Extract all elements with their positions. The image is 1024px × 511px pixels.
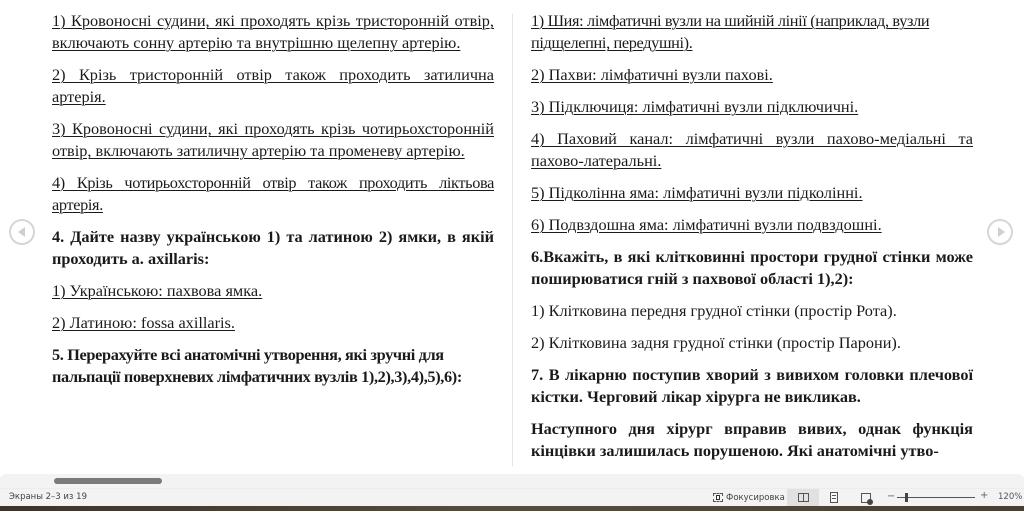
chevron-right-icon — [998, 227, 1005, 237]
answer-paragraph: 2) Крізь тристоронній отвір також проходить затилична артерія. — [52, 65, 494, 106]
answer-paragraph: 3) Кровоносні судини, які проходять крізь чотирьохсторонній отвір, включають затиличну артерію та променеву артерію. — [52, 119, 494, 160]
left-page-column — [52, 10, 494, 398]
print-layout-button[interactable] — [818, 489, 850, 506]
page-divider — [512, 14, 513, 466]
question-heading: 5. Перерахуйте всі анатомічні утворення, які зручні для пальпації поверхневих лімфатичних вузлів 1),2),3),4),5),6): — [52, 345, 462, 386]
answer-paragraph: 2) Латиною: fossa axillaris. — [52, 313, 235, 332]
print-layout-icon — [830, 492, 838, 503]
next-screen-button[interactable] — [987, 219, 1013, 245]
focus-icon — [713, 493, 723, 502]
status-bar — [0, 488, 1024, 506]
question-heading: 6.Вкажіть, в які клітковинні простори грудної стінки може поширюватися гній з пахвової області 1),2): — [531, 247, 973, 288]
chevron-left-icon — [18, 227, 25, 237]
taskbar-edge — [0, 506, 1024, 511]
scrollbar-thumb[interactable] — [54, 478, 162, 484]
answer-paragraph: 1) Кровоносні судини, які проходять крізь тристоронній отвір, включають сонну артерію та внутрішню щелепну артерію. — [52, 11, 494, 52]
question-paragraph: Наступного дня хірург вправив вивих, однак функція кінцівки залишилась порушеною. Які анатомічні утво- — [531, 419, 973, 460]
answer-paragraph: 3) Підключиця: лімфатичні вузли підключичні. — [531, 97, 859, 116]
focus-mode-button[interactable] — [713, 490, 785, 505]
answer-paragraph: 1) Шия: лімфатичні вузли на шийній лінії (наприклад, вузли підщелепні, передушні). — [531, 11, 930, 52]
zoom-slider-thumb[interactable] — [905, 493, 908, 502]
answer-paragraph: 2) Пахви: лімфатичні вузли пахові. — [531, 65, 773, 84]
zoom-out-button[interactable]: − — [887, 491, 896, 502]
answer-paragraph: 5) Підколінна яма: лімфатичні вузли підколінні. — [531, 183, 863, 202]
zoom-slider[interactable] — [897, 497, 975, 498]
read-mode-icon — [798, 493, 809, 502]
page-count: Экраны 2–3 из 19 — [9, 492, 87, 502]
focus-label: Фокусировка — [726, 492, 785, 503]
web-layout-icon — [861, 493, 871, 503]
answer-paragraph: 2) Клітковина задня грудної стінки (простір Парони). — [531, 333, 901, 352]
answer-paragraph: 6) Подвздошна яма: лімфатичні вузли подвздошні. — [531, 215, 882, 234]
read-mode-button[interactable] — [787, 489, 819, 506]
right-page-column — [531, 10, 973, 472]
answer-paragraph: 1) Клітковина передня грудної стінки (простір Рота). — [531, 301, 897, 320]
web-layout-button[interactable] — [850, 489, 882, 506]
question-heading: 7. В лікарню поступив хворий з вивихом головки плечової кістки. Черговий лікар хірурга не викликав. — [531, 365, 973, 406]
horizontal-scrollbar[interactable] — [0, 474, 1024, 488]
answer-paragraph: 4) Крізь чотирьохсторонній отвір також проходить ліктьова артерія. — [52, 173, 494, 214]
question-heading: 4. Дайте назву українською 1) та латиною 2) ямки, в якій проходить a. axillaris: — [52, 227, 494, 268]
answer-paragraph: 1) Українською: пахвова ямка. — [52, 281, 263, 300]
zoom-in-button[interactable]: + — [980, 490, 989, 501]
zoom-level[interactable]: 120% — [998, 492, 1023, 502]
answer-paragraph: 4) Паховий канал: лімфатичні вузли пахово-медіальні та пахово-латеральні. — [531, 129, 973, 170]
previous-screen-button[interactable] — [9, 219, 35, 245]
